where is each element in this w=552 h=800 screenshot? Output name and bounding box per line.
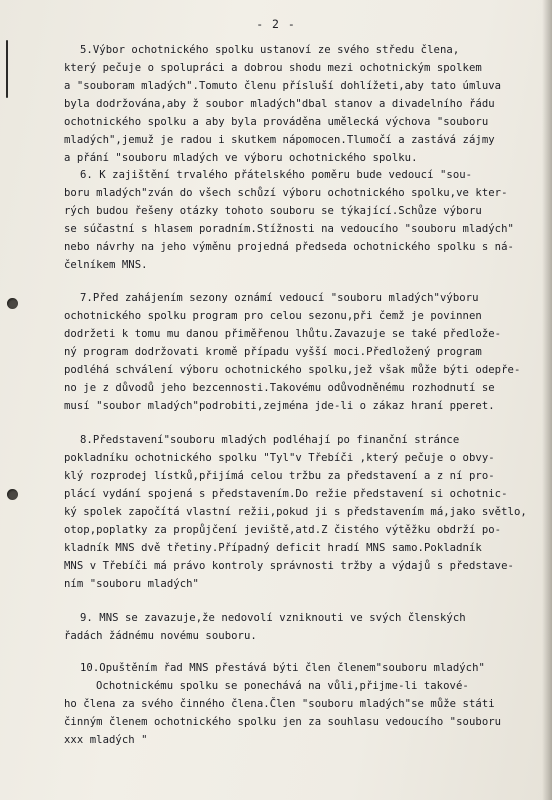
text-line: 10.Opuštěním řad MNS přestává býti člen členem"souboru mladých"	[80, 662, 485, 674]
text-line: klý rozprodej lístků,přijímá celou tržbu za představení a z ní pro-	[64, 470, 495, 482]
text-line: no je z důvodů jeho bezcennosti.Takovému odůvodněnému rozhodnutí se	[64, 382, 495, 394]
text-line: se súčastní s hlasem poradním.Stížnosti na vedoucího "souboru mladých"	[64, 223, 514, 235]
text-line: 9. MNS se zavazuje,že nedovolí vzniknouti ve svých členských	[80, 612, 466, 624]
text-line: ho člena za svého činného člena.Člen "souboru mladých"se může státi	[64, 698, 495, 710]
text-line: ochotnického spolku program pro celou sezonu,při čemž je povinnen	[64, 310, 482, 322]
text-line: boru mladých"zván do všech schůzí výboru ochotnického spolku,ve kter-	[64, 187, 508, 199]
text-line: činným členem ochotnického spolku jen za souhlasu vedoucího "souboru	[64, 716, 502, 728]
text-line: podléhá schválení výboru ochotnického spolku,jež však může býti odepře-	[64, 364, 521, 376]
page-number: - 2 -	[256, 17, 296, 31]
text-line: ný program dodržovati kromě případu vyšší moci.Předložený program	[64, 346, 482, 358]
text-line: a "souboram mladých".Tomuto členu přísluší dohlížeti,aby tato úmluva	[64, 80, 502, 92]
text-line: který pečuje o spolupráci a dobrou shodu mezi ochotnickým spolkem	[64, 62, 482, 74]
text-line: a přání "souboru mladých ve výboru ochotnického spolku.	[64, 152, 418, 164]
punch-hole-top	[7, 298, 18, 309]
text-line: xxx mladých "	[64, 734, 148, 746]
text-line: ochotnického spolku a aby byla prováděna umělecká výchova "souboru	[64, 116, 489, 128]
text-line: 6. K zajištění trvalého přátelského poměru bude vedoucí "sou-	[80, 169, 473, 181]
text-line: MNS v Třebíči má právo kontroly správnosti tržby a výdajů s představe-	[64, 560, 514, 572]
text-line: mladých",jemuž je radou i skutkem nápomocen.Tlumočí a zastává zájmy	[64, 134, 495, 146]
text-line: kladník MNS dvě třetiny.Případný deficit hradí MNS samo.Pokladník	[64, 542, 482, 554]
text-line: 5.Výbor ochotnického spolku ustanoví ze svého středu člena,	[80, 44, 460, 56]
text-line: řadách žádnému novému souboru.	[64, 630, 257, 642]
text-line: musí "soubor mladých"podrobiti,zejména jde-li o zákaz hraní pperet.	[64, 400, 495, 412]
text-line: čelníkem MNS.	[64, 259, 148, 271]
text-line: ký spolek započítá vlastní režii,pokud ji s představením má,jako světlo,	[64, 506, 527, 518]
text-line: otop,poplatky za propůjčení jeviště,atd.Z čistého výtěžku obdrží po-	[64, 524, 502, 536]
text-line: 8.Představení"souboru mladých podléhají po finanční stránce	[80, 434, 460, 446]
margin-ink-mark	[6, 40, 8, 98]
punch-hole-bottom	[7, 489, 18, 500]
text-line: ním "souboru mladých"	[64, 578, 199, 590]
text-line: rých budou řešeny otázky tohoto souboru se týkající.Schůze výboru	[64, 205, 482, 217]
text-line: Ochotnickému spolku se ponechává na vůli,přijme-li takové-	[96, 680, 469, 692]
text-line: dodržeti k tomu mu danou přiměřenou lhůtu.Zavazuje se také předlože-	[64, 328, 502, 340]
text-line: 7.Před zahájením sezony oznámí vedoucí "souboru mladých"výboru	[80, 292, 479, 304]
text-line: pokladníku ochotnického spolku "Tyl"v Třebíči ,který pečuje o obvy-	[64, 452, 495, 464]
text-line: byla dodržována,aby ž soubor mladých"dbal stanov a divadelního řádu	[64, 98, 495, 110]
text-line: plácí vydání spojená s představením.Do režie představení si ochotnic-	[64, 488, 508, 500]
text-line: nebo návrhy na jeho výměnu projedná předseda ochotnického spolku s ná-	[64, 241, 514, 253]
